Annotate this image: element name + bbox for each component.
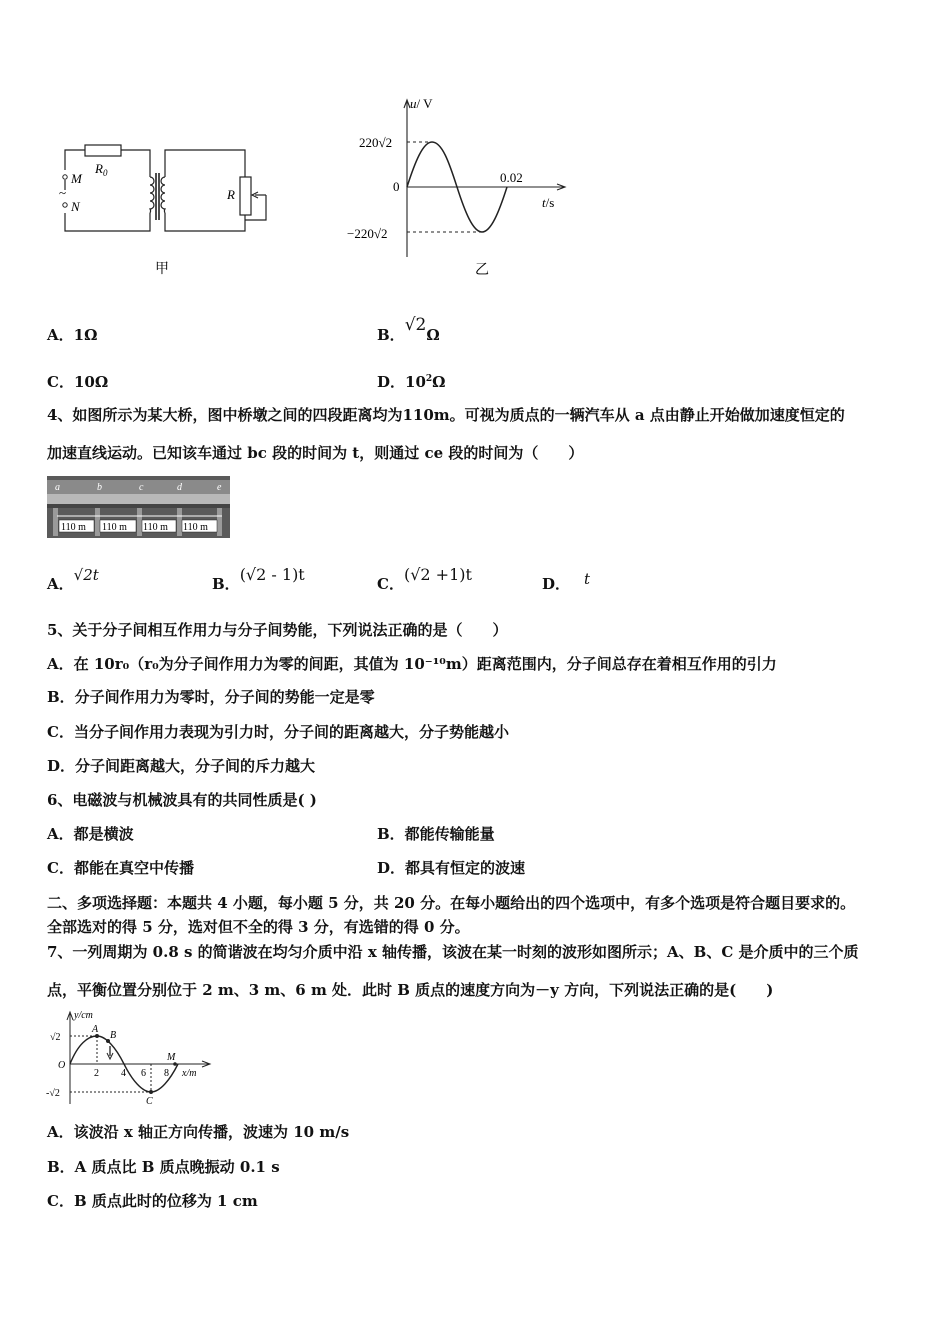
- rheostat-r: [240, 177, 251, 215]
- circuit-figure: [55, 135, 285, 285]
- secondary-wire-top: [165, 150, 245, 177]
- point-label: a: [55, 482, 60, 493]
- point-a-label: A: [92, 1024, 99, 1035]
- wave-bottom-tick: -√2: [46, 1088, 60, 1099]
- bottom-tick-label: −220√2: [347, 226, 388, 241]
- voltage-figure: [345, 92, 585, 282]
- wave-tick: 2: [94, 1068, 99, 1079]
- caption-jia: 甲: [155, 262, 169, 277]
- option-value: √2: [404, 315, 427, 335]
- wave-x-label: x/m: [182, 1068, 197, 1079]
- caption-yi: 乙: [475, 263, 489, 278]
- option-value: t: [584, 570, 591, 588]
- option-prefix: A．: [47, 575, 74, 593]
- q6-option-a[interactable]: A．都是横波: [47, 825, 134, 843]
- q4-stem-line2: 加速直线运动。已知该车通过 bc 段的时间为 t，则通过 ce 段的时间为（ ）: [47, 444, 584, 462]
- q5-option-a[interactable]: A．在 10r₀（r₀为分子间作用力为零的间距，其值为 10⁻¹⁰m）距离范围内，分子间总存在着相互作用的引力: [47, 655, 777, 673]
- q7-stem-line2: 点，平衡位置分别位于 2 m、3 m、6 m 处．此时 B 质点的速度方向为－y 方向，下列说法正确的是( ): [47, 981, 774, 999]
- segment-label: 110 m: [61, 522, 86, 533]
- circuit-diagram: [55, 135, 285, 285]
- point-label: c: [139, 482, 144, 493]
- section2-heading-line2: 全部选对的得 5 分，选对但不全的得 3 分，有选错的得 0 分。: [47, 918, 470, 936]
- q4-option-d[interactable]: [542, 568, 591, 593]
- wave-origin: O: [58, 1060, 66, 1071]
- resistor-r0: [85, 145, 121, 156]
- option-sup: 2: [425, 374, 433, 384]
- q7-option-a[interactable]: A．该波沿 x 轴正方向传播，波速为 10 m/s: [47, 1123, 350, 1141]
- secondary-wire-bottom: [165, 213, 245, 231]
- option-value: (√2 - 1)t: [239, 565, 305, 584]
- q7-stem-line1: 7、一列周期为 0.8 s 的简谐波在均匀介质中沿 x 轴传播，该波在某一时刻的波形如图所示；A、B、C 是介质中的三个质: [47, 943, 859, 961]
- q3-option-c[interactable]: [47, 371, 108, 392]
- option-unit: Ω: [426, 326, 440, 344]
- m-label: M: [71, 171, 82, 186]
- zero-label: 0: [393, 179, 400, 194]
- q7-option-c[interactable]: C．B 质点此时的位移为 1 cm: [47, 1192, 258, 1210]
- x-tick-label: 0.02: [500, 170, 523, 185]
- q4-stem-line1: 4、如图所示为某大桥，图中桥墩之间的四段距离均为110m。可视为质点的一辆汽车从 a 点由静止开始做加速度恒定的: [47, 406, 845, 424]
- segment-label: 110 m: [143, 522, 168, 533]
- point-m-label: M: [167, 1052, 176, 1063]
- option-value: 1Ω: [73, 326, 98, 344]
- q5-stem: 5、关于分子间相互作用力与分子间势能，下列说法正确的是（ ）: [47, 621, 508, 639]
- primary-wire-top-left: [65, 150, 85, 170]
- wave-figure: [40, 1008, 220, 1108]
- q3-option-a[interactable]: [47, 324, 97, 345]
- option-prefix: D．: [377, 373, 406, 391]
- option-prefix: D．: [542, 575, 571, 593]
- q7-option-b[interactable]: B．A 质点比 B 质点晚振动 0.1 s: [47, 1158, 280, 1176]
- option-value: √2t: [73, 566, 99, 584]
- point-b-label: B: [110, 1030, 117, 1041]
- primary-wire-top-right: [121, 150, 150, 177]
- top-tick-label: 220√2: [359, 135, 393, 150]
- bridge-photo: [47, 476, 230, 538]
- q3-option-d[interactable]: [377, 371, 446, 392]
- q4-option-c[interactable]: [377, 564, 472, 593]
- wave-y-label: y/cm: [74, 1010, 93, 1021]
- point-label: b: [97, 482, 102, 493]
- primary-wire-bottom: [65, 213, 150, 231]
- q6-option-c[interactable]: C．都能在真空中传播: [47, 859, 194, 877]
- option-value: 10Ω: [73, 373, 109, 391]
- q4-option-a[interactable]: [47, 564, 99, 593]
- wave-tick: 4: [121, 1068, 126, 1079]
- q5-option-c[interactable]: C．当分子间作用力表现为引力时，分子间的距离越大，分子势能越小: [47, 723, 509, 741]
- r0-label: $R_0$: [95, 161, 108, 178]
- r-label: R: [227, 187, 235, 202]
- q6-option-d[interactable]: D．都具有恒定的波速: [377, 859, 526, 877]
- wave-tick: 6: [141, 1068, 146, 1079]
- wave-top-tick: √2: [50, 1032, 61, 1043]
- bridge-diagram: [47, 476, 230, 538]
- option-prefix: A．: [47, 326, 74, 344]
- q4-option-b[interactable]: [212, 564, 305, 593]
- y-axis-label: u/ V: [410, 96, 433, 111]
- option-prefix: C．: [377, 575, 404, 593]
- x-axis-label: t/s: [542, 195, 555, 210]
- q6-option-b[interactable]: B．都能传输能量: [377, 825, 495, 843]
- point-c-label: C: [146, 1096, 153, 1107]
- option-value: 10: [405, 373, 426, 391]
- option-prefix: B．: [377, 326, 405, 344]
- voltage-graph: [345, 92, 585, 282]
- n-label: N: [71, 199, 80, 214]
- option-prefix: B．: [212, 575, 240, 593]
- section2-heading-line1: 二、多项选择题：本题共 4 小题，每小题 5 分，共 20 分。在每小题给出的四个选项中，有多个选项是符合题目要求的。: [47, 894, 856, 912]
- q5-option-b[interactable]: B．分子间作用力为零时，分子间的势能一定是零: [47, 688, 375, 706]
- wave-graph: [40, 1008, 220, 1108]
- q3-option-b[interactable]: [377, 314, 440, 344]
- primary-coil: [150, 177, 154, 213]
- option-value: (√2 +1)t: [403, 565, 472, 584]
- secondary-coil: [161, 177, 165, 213]
- option-unit: Ω: [432, 373, 446, 391]
- point-label: d: [177, 482, 182, 493]
- q5-option-d[interactable]: D．分子间距离越大，分子间的斥力越大: [47, 757, 316, 775]
- q6-stem: 6、电磁波与机械波具有的共同性质是( ): [47, 791, 317, 809]
- wave-tick: 8: [164, 1068, 169, 1079]
- point-label: e: [217, 482, 222, 493]
- segment-label: 110 m: [102, 522, 127, 533]
- tilde-label: ~: [59, 185, 67, 200]
- segment-label: 110 m: [183, 522, 208, 533]
- option-prefix: C．: [47, 373, 74, 391]
